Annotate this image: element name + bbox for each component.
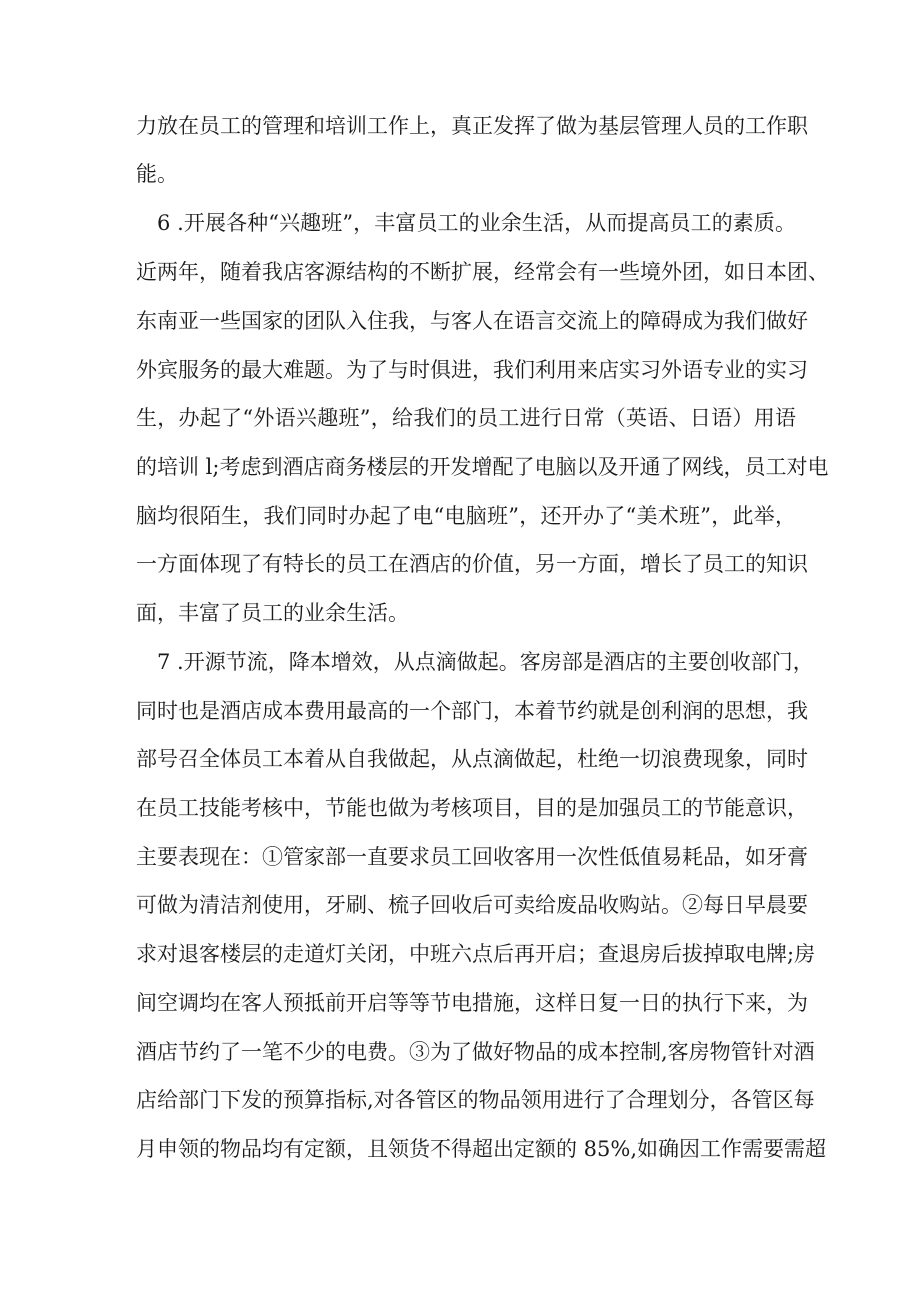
text-line: 可做为清洁剂使用，牙刷、梳子回收后可卖给废品收购站。②每日早晨要	[136, 893, 808, 917]
text-line: 外宾服务的最大难题。为了与时俱进，我们利用来店实习外语专业的实习	[136, 358, 808, 382]
text-line: 一方面体现了有特长的员工在酒店的价值，另一方面，增长了员工的知识	[136, 552, 808, 576]
section-heading-7: 7 .开源节流，降本增效，从点滴做起。客房部是酒店的主要创收部门，	[157, 650, 814, 674]
text-line: 面，丰富了员工的业余生活。	[136, 601, 409, 625]
text-line: 近两年，随着我店客源结构的不断扩展，经常会有一些境外团，如日本团、	[136, 260, 829, 284]
text-line: 月申领的物品均有定额，且领货不得超出定额的 85%,如确因工作需要需超	[136, 1137, 827, 1161]
text-line: 东南亚一些国家的团队入住我，与客人在语言交流上的障碍成为我们做好	[136, 309, 808, 333]
text-line: 求对退客楼层的走道灯关闭，中班六点后再开启；查退房后拔掉取电牌;房	[136, 942, 816, 966]
text-line: 在员工技能考核中，节能也做为考核项目，目的是加强员工的节能意识，	[136, 796, 808, 820]
text-line: 部号召全体员工本着从自我做起，从点滴做起，杜绝一切浪费现象，同时	[136, 747, 808, 771]
text-line: 主要表现在：①管家部一直要求员工回收客用一次性低值易耗品，如牙膏	[136, 845, 808, 869]
text-line: 能。	[136, 162, 178, 186]
text-line: 店给部门下发的预算指标,对各管区的物品领用进行了合理划分，各管区每	[136, 1088, 815, 1112]
text-line: 脑均很陌生，我们同时办起了电“电脑班”，还开办了“美术班”，此举，	[136, 504, 796, 528]
section-heading-6: 6 .开展各种“兴趣班”，丰富员工的业余生活，从而提高员工的素质。	[157, 211, 796, 235]
text-line: 力放在员工的管理和培训工作上，真正发挥了做为基层管理人员的工作职	[136, 114, 808, 138]
text-line: 间空调均在客人预抵前开启等等节电措施，这样日复一日的执行下来，为	[136, 991, 808, 1015]
text-line: 生，办起了“外语兴趣班”，给我们的员工进行日常（英语、日语）用语	[136, 406, 796, 430]
text-line: 酒店节约了一笔不少的电费。③为了做好物品的成本控制,客房物管针对酒	[136, 1040, 815, 1064]
text-line: 同时也是酒店成本费用最高的一个部门，本着节约就是创利润的思想，我	[136, 699, 808, 723]
text-line: 的培训 l;考虑到酒店商务楼层的开发增配了电脑以及开通了网线，员工对电	[136, 455, 829, 479]
